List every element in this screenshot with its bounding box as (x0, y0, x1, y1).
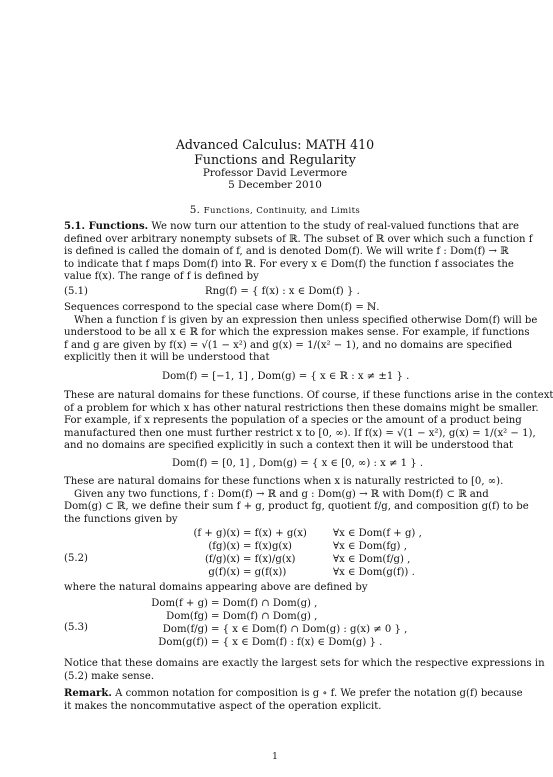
paragraph-line: (5.2) make sense. (64, 670, 155, 682)
page-number: 1 (272, 752, 278, 762)
equation-row (130, 623, 407, 636)
equation-operations (168, 527, 422, 579)
paragraph-functions (64, 221, 533, 284)
paragraph-line: Notice that these domains are exactly the largest sets for which the respective expressions in (64, 658, 545, 669)
equation-range: Rng(f) = { f(x) : x ∈ Dom(f) } . (205, 286, 360, 297)
paragraph-domain-note (64, 658, 545, 683)
paragraph-line: When a function f is given by an expression then unless specified otherwise Dom(f) will be (74, 314, 538, 326)
equation-rhs: = f(x)g(x) (243, 541, 293, 552)
author: Professor David Levermore (202, 167, 348, 179)
subsection-heading: 5.1. Functions. (64, 221, 149, 232)
paragraph-line: it makes the noncommutative aspect of the operation explicit. (64, 700, 382, 712)
paragraph-line: is defined is called the domain of f, and is denoted Dom(f). We will write f : Dom(f) → ℝ (64, 246, 509, 258)
document-subtitle: Functions and Regularity (194, 152, 356, 167)
paragraph-line: Given any two functions, f : Dom(f) → ℝ and g : Dom(g) → ℝ with Dom(f) ⊂ ℝ and (74, 488, 489, 500)
equation-rhs: = { x ∈ Dom(f) ∩ Dom(g) : g(x) ≠ 0 } , (211, 624, 408, 635)
paragraph-line: These are natural domains for these functions. Of course, if these functions arise in the context (64, 390, 553, 401)
equation-row (168, 553, 422, 566)
paragraph-line: the functions given by (64, 513, 178, 525)
equation-row (168, 566, 422, 579)
paragraph-line: and no domains are specified explicitly in such a context then it will be understood that (64, 440, 514, 452)
equation-rhs: = f(x)/g(x) (243, 554, 296, 565)
paragraph-line: to indicate that f maps Dom(f) into ℝ. For every x ∈ Dom(f) the function f associates the (64, 258, 514, 270)
equation-rhs: = { x ∈ Dom(f) : f(x) ∈ Dom(g) } . (211, 637, 383, 648)
section-title: Functions, Continuity, and Limits (203, 206, 361, 216)
paragraph-line: These are natural domains for these functions when x is naturally restricted to [0, ∞). (64, 476, 504, 487)
equation-rhs: = Dom(f) ∩ Dom(g) , (211, 611, 318, 622)
paragraph-line: explicitly then it will be understood that (64, 352, 270, 364)
paragraph-line: Sequences correspond to the special case where Dom(f) = ℕ. (64, 302, 380, 313)
paragraph-line: For example, if x represents the population of a species or the amount of a product being (64, 415, 522, 427)
remark (64, 688, 523, 713)
equation-domains-1: Dom(f) = [−1, 1] , Dom(g) = { x ∈ ℝ : x ≠ ±1 } . (162, 371, 410, 382)
equation-row (168, 540, 422, 553)
equation-label: (5.2) (64, 553, 88, 564)
paragraph-restricted-domain (64, 390, 553, 453)
equation-label: (5.1) (64, 286, 88, 297)
section-number: 5. (189, 204, 201, 216)
equation-lhs: (fg)(x) (208, 541, 240, 552)
equation-condition: ∀x ∈ Dom(fg) , (333, 541, 407, 552)
paragraph-line: where the natural domains appearing above are defined by (64, 582, 368, 593)
paragraph-line: of a problem for which x has other natural restrictions then these domains might be smaller. (64, 402, 539, 414)
equation-label: (5.3) (64, 622, 88, 633)
equation-rhs: = f(x) + g(x) (243, 528, 307, 539)
paragraph-line: Dom(g) ⊂ ℝ, we define their sum f + g, product fg, quotient f/g, and composition g(f) to be (64, 501, 529, 513)
equation-condition: ∀x ∈ Dom(f + g) , (333, 528, 422, 539)
paragraph-line (64, 688, 523, 701)
equation-lhs: Dom(fg) (166, 611, 208, 622)
equation-domains (130, 597, 407, 649)
paragraph-line: defined over arbitrary nonempty subsets of ℝ. The subset of ℝ over which such a function f (64, 233, 533, 245)
equation-rhs: = Dom(f) ∩ Dom(g) , (211, 598, 318, 609)
paragraph-line: f and g are given by f(x) = √(1 − x²) and g(x) = 1/(x² − 1), and no domains are specified (64, 339, 513, 351)
equation-lhs: (f + g)(x) (193, 528, 240, 539)
equation-row (130, 597, 407, 610)
remark-heading: Remark. (64, 688, 112, 699)
section-heading (0, 204, 550, 216)
paragraph-line (64, 221, 519, 234)
equation-domains-2: Dom(f) = [0, 1] , Dom(g) = { x ∈ [0, ∞) : x ≠ 1 } . (172, 458, 424, 469)
equation-rhs: = g(f(x)) (243, 567, 287, 578)
paragraph-line: understood to be all x ∈ ℝ for which the expression makes sense. For example, if functions (64, 327, 530, 339)
equation-row (130, 610, 407, 623)
equation-lhs: Dom(g(f)) (158, 637, 208, 648)
paragraph-text: We now turn our attention to the study of real-valued functions that are (151, 221, 519, 232)
paragraph-operations (64, 476, 529, 526)
equation-lhs: (f/g)(x) (204, 554, 240, 565)
paragraph-line: value f(x). The range of f is defined by (64, 271, 259, 283)
equation-condition: ∀x ∈ Dom(g(f)) . (333, 567, 415, 578)
equation-condition: ∀x ∈ Dom(f/g) , (333, 554, 411, 565)
remark-text: A common notation for composition is g ∘ f. We prefer the notation g(f) because (115, 688, 523, 699)
paragraph-line: manufactured then one must further restrict x to [0, ∞). If f(x) = √(1 − x²), g(x) = 1/(x² − 1), (64, 427, 536, 439)
equation-lhs: g(f)(x) (208, 567, 240, 578)
equation-row (130, 636, 407, 649)
document-title: Advanced Calculus: MATH 410 (175, 137, 375, 152)
equation-lhs: Dom(f + g) (151, 598, 208, 609)
paragraph-natural-domain (64, 302, 538, 365)
equation-row (168, 527, 422, 540)
date: 5 December 2010 (228, 179, 322, 191)
equation-lhs: Dom(f/g) (162, 624, 208, 635)
paragraph-natural-domains-intro (64, 582, 488, 595)
